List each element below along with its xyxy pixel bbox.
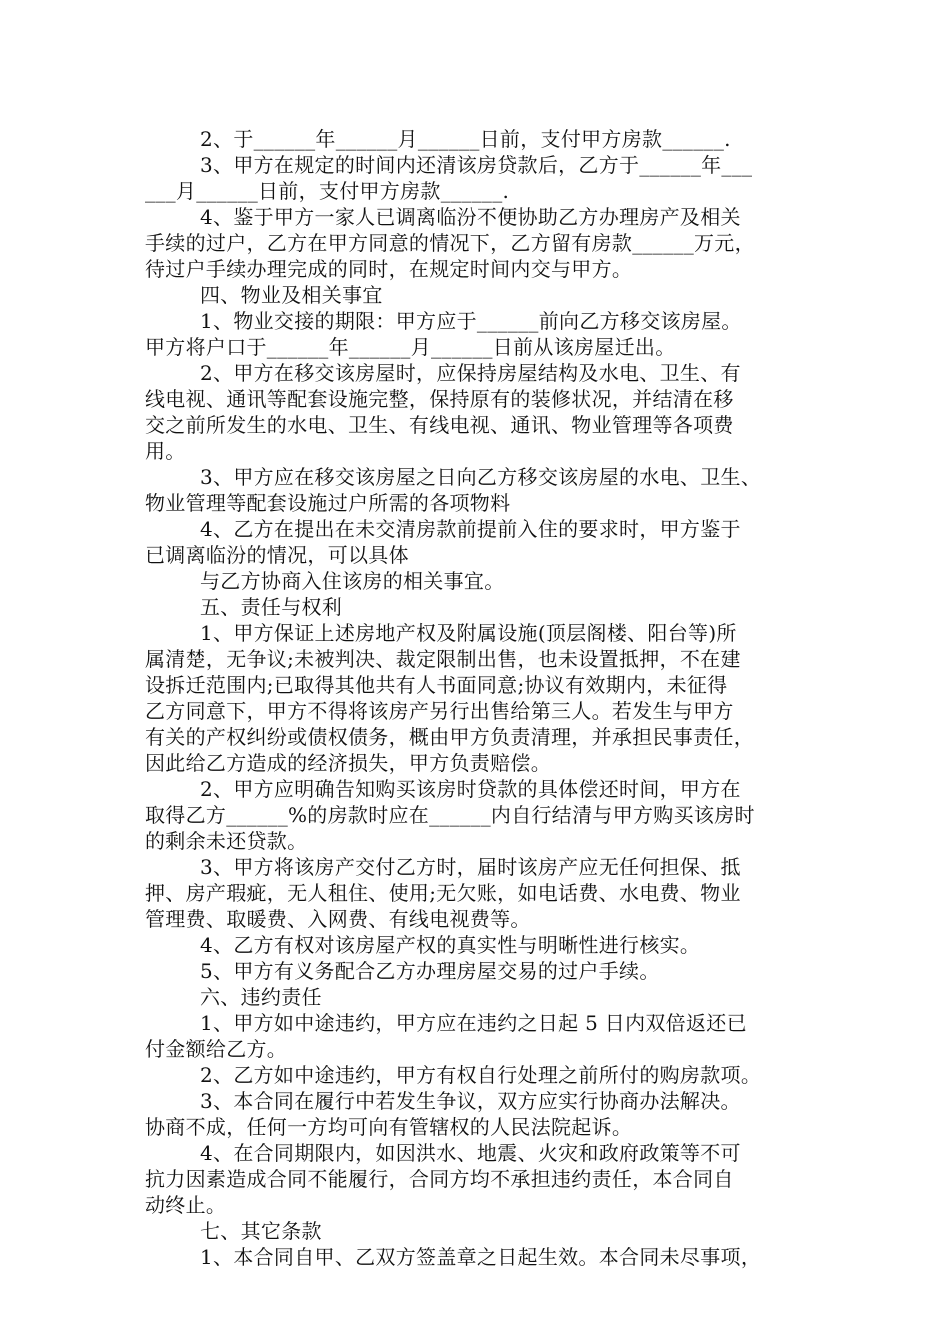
text-line: 5、甲方有义务配合乙方办理房屋交易的过户手续。 xyxy=(200,959,660,983)
text-line: 4、乙方有权对该房屋产权的真实性与明晰性进行核实。 xyxy=(200,933,701,957)
text-line: ___月______日前，支付甲方房款______. xyxy=(145,179,510,203)
text-line: 交之前所发生的水电、卫生、有线电视、通讯、物业管理等各项费 xyxy=(145,413,734,437)
text-line: 已调离临汾的情况，可以具体 xyxy=(145,543,409,567)
text-line: 手续的过户，乙方在甲方同意的情况下，乙方留有房款______万元， xyxy=(145,231,755,255)
text-line: 4、在合同期限内，如因洪水、地震、火灾和政府政策等不可 xyxy=(200,1141,741,1165)
text-line: 属清楚，无争议;未被判决、裁定限制出售，也未设置抵押，不在建 xyxy=(145,647,741,671)
text-line: 抗力因素造成合同不能履行，合同方均不承担违约责任，本合同自 xyxy=(145,1167,734,1191)
text-line: 2、于______年______月______日前，支付甲方房款______. xyxy=(200,127,731,151)
text-line: 甲方将户口于______年______月______日前从该房屋迁出。 xyxy=(145,335,676,359)
text-line: 动终止。 xyxy=(145,1193,227,1217)
text-line: 待过户手续办理完成的同时，在规定时间内交与甲方。 xyxy=(145,257,633,281)
text-line: 3、甲方将该房产交付乙方时，届时该房产应无任何担保、抵 xyxy=(200,855,741,879)
text-line: 有关的产权纠纷或债权债务，概由甲方负责清理，并承担民事责任， xyxy=(145,725,754,749)
section-heading: 六、违约责任 xyxy=(200,985,322,1009)
text-line: 线电视、通讯等配套设施完整，保持原有的装修状况，并结清在移 xyxy=(145,387,734,411)
text-line: 设拆迁范围内;已取得其他共有人书面同意;协议有效期内，未征得 xyxy=(145,673,728,697)
text-line: 因此给乙方造成的经济损失，甲方负责赔偿。 xyxy=(145,751,551,775)
text-line: 取得乙方______%的房款时应在______内自行结清与甲方购买该房时 xyxy=(145,803,755,827)
text-line: 押、房产瑕疵，无人租住、使用;无欠账，如电话费、水电费、物业 xyxy=(145,881,741,905)
section-heading: 五、责任与权利 xyxy=(200,595,343,619)
text-line: 物业管理等配套设施过户所需的各项物料 xyxy=(145,491,511,515)
text-line: 2、甲方应明确告知购买该房时贷款的具体偿还时间，甲方在 xyxy=(200,777,741,801)
text-line: 1、物业交接的期限：甲方应于______前向乙方移交该房屋。 xyxy=(200,309,742,333)
section-heading: 七、其它条款 xyxy=(200,1219,322,1243)
text-line: 2、甲方在移交该房屋时，应保持房屋结构及水电、卫生、有 xyxy=(200,361,741,385)
text-line: 协商不成，任何一方均可向有管辖权的人民法院起诉。 xyxy=(145,1115,633,1139)
text-line: 1、甲方如中途违约，甲方应在违约之日起 5 日内双倍返还已 xyxy=(200,1011,747,1035)
text-line: 3、甲方在规定的时间内还清该房贷款后，乙方于______年___ xyxy=(200,153,753,177)
text-line: 1、甲方保证上述房地产权及附属设施(顶层阁楼、阳台等)所 xyxy=(200,621,737,645)
text-line: 1、本合同自甲、乙双方签盖章之日起生效。本合同未尽事项， xyxy=(200,1245,762,1269)
text-line: 用。 xyxy=(145,439,186,463)
text-line: 4、乙方在提出在未交清房款前提前入住的要求时，甲方鉴于 xyxy=(200,517,741,541)
text-line: 乙方同意下，甲方不得将该房产另行出售给第三人。若发生与甲方 xyxy=(145,699,734,723)
text-line: 2、乙方如中途违约，甲方有权自行处理之前所付的购房款项。 xyxy=(200,1063,762,1087)
text-line: 管理费、取暖费、入网费、有线电视费等。 xyxy=(145,907,531,931)
text-line: 3、甲方应在移交该房屋之日向乙方移交该房屋的水电、卫生、 xyxy=(200,465,762,489)
text-line: 4、鉴于甲方一家人已调离临汾不便协助乙方办理房产及相关 xyxy=(200,205,741,229)
text-line: 的剩余未还贷款。 xyxy=(145,829,308,853)
text-line: 与乙方协商入住该房的相关事宜。 xyxy=(200,569,505,593)
text-line: 3、本合同在履行中若发生争议，双方应实行协商办法解决。 xyxy=(200,1089,741,1113)
section-heading: 四、物业及相关事宜 xyxy=(200,283,383,307)
text-line: 付金额给乙方。 xyxy=(145,1037,288,1061)
